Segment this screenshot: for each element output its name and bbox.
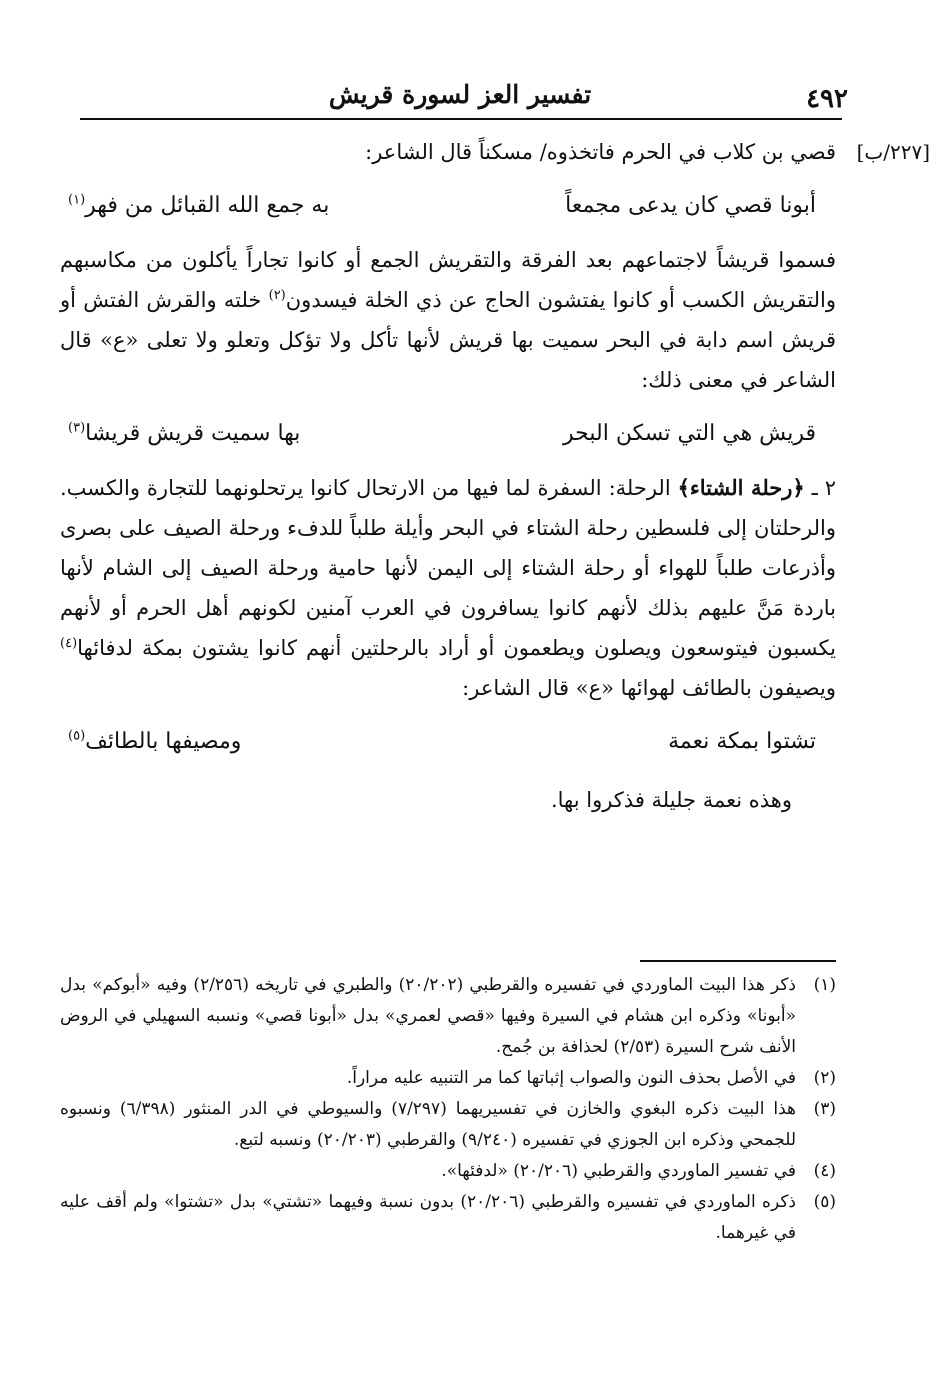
footnote-number: (٣) [813,1099,836,1119]
footnote-ref-2: (٢) [268,288,286,303]
section-number: ٢ ـ [811,476,837,500]
page-number: ٤٩٢ [806,84,848,114]
footnote [60,1094,836,1156]
paragraph-2: ٢ ـ ﴿رحلة الشتاء﴾ الرحلة: السفرة لما فيها من الارتحال كانوا يرتحلونهما للتجارة والكسب. والرحلتان إلى فلسطين رحلة الشتاء في البحر وأيلة طلباً للدفء ورحلة الصيف على بصرى وأذرعات طلباً للهواء أو رحلة الشتاء إلى اليمن لأنها حامية ورحلة الصيف إلى الشام لأنها باردة مَنَّ عليهم بذلك لأنهم كانوا يسافرون في العرب آمنين لكونهم أهل الحرم أو لأنهم يكسبون فيتوسعون ويصلون ويطعمون أو أراد بالرحلتين أنهم كانوا يشتون بمكة لدفائها$^{(٤)}$ ويصيفون بالطائف لهوائها «ع» قال الشاعر: [60,475,837,700]
footnote-text: ذكر هذا البيت الماوردي في تفسيره والقرطبي (٢٠/٢٠٢) والطبري في تاريخه (٢/٢٥٦) وفيه «أبوكم» بدل «أبونا» وذكره ابن هشام في السيرة وفيها «قصي لعمري» بدل «أبونا قصي» ونسبه السهيلي في الروض الأنف شرح السيرة (٢/٥٣) لحذافة بن جُمح. [60,975,796,1057]
verse-3 [60,722,836,762]
footnote-ref-4: (٤) [60,636,78,651]
verse-3-hemistich-right: تشتوا بمكة نعمة [668,729,816,754]
verse-1-hemistich-right: أبونا قصي كان يدعى مجمعاً [565,193,816,218]
footnotes [60,970,836,1249]
page-header [60,76,860,120]
footnote-number: (٤) [813,1161,836,1181]
footnote-text: ذكره الماوردي في تفسيره والقرطبي (٢٠/٢٠٦) بدون نسبة وفيهما «تشتي» بدل «تشتوا» ولم أقف عليه في غيرهما. [60,1192,796,1243]
footnote-number: (٥) [813,1192,836,1212]
verse-3-hemistich-left: ومصيفها بالطائف$^{(٥)}$ [68,728,242,754]
footnote-number: (٢) [813,1068,836,1088]
paragraph-1: فسموا قريشاً لاجتماعهم بعد الفرقة والتقريش الجمع أو كانوا تجاراً يأكلون من مكاسبهم والتقريش الكسب أو كانوا يفتشون الحاج عن ذي الخلة فيسدون$^{(٢)}$ خلته والقرش الفتش أو قريش اسم دابة في البحر سميت بها قريش لأنها تأكل ولا تؤكل وتعلو ولا تعلى «ع» قال الشاعر في معنى ذلك: [60,248,836,392]
body-text [60,132,930,820]
verse-2 [60,414,836,454]
footnote [60,1063,836,1094]
footnote-text: في تفسير الماوردي والقرطبي (٢٠/٢٠٦) «لدفئها». [441,1161,796,1181]
footnote-rule [640,960,836,962]
verse-2-hemistich-right: قريش هي التي تسكن البحر [563,421,816,446]
footnote-ref-1: (١) [68,192,86,208]
running-title: تفسير العز لسورة قريش [328,80,592,109]
quran-quote: ﴿رحلة الشتاء﴾ [677,475,805,500]
manuscript-folio-ref: [٢٢٧/ب] [856,140,930,164]
closing-line: وهذه نعمة جليلة فذكروا بها. [550,788,792,812]
footnote-ref-5: (٥) [68,728,86,744]
verse-1-hemistich-left: به جمع الله القبائل من فهر$^{(١)}$ [68,192,330,218]
footnote-ref-3: (٣) [68,420,86,436]
footnote [60,1187,836,1249]
footnote-number: (١) [813,975,836,995]
intro-line: قصي بن كلاب في الحرم فاتخذوه/ مسكناً قال الشاعر: [365,140,836,164]
verse-1 [60,186,836,226]
footnote [60,970,836,1063]
footnote-text: في الأصل بحذف النون والصواب إثباتها كما مر التنبيه عليه مراراً. [346,1068,796,1088]
footnote [60,1156,836,1187]
footnote-text: هذا البيت ذكره البغوي والخازن في تفسيريهما (٧/٢٩٧) والسيوطي في الدر المنثور (٦/٣٩٨) ونسبوه للجمحي وذكره ابن الجوزي في تفسيره (٩/٢٤٠) والقرطبي (٢٠/٢٠٣) ونسبه لتبع. [60,1099,796,1150]
header-rule [80,118,842,120]
verse-2-hemistich-left: بها سميت قريش قريشا$^{(٣)}$ [68,420,301,446]
